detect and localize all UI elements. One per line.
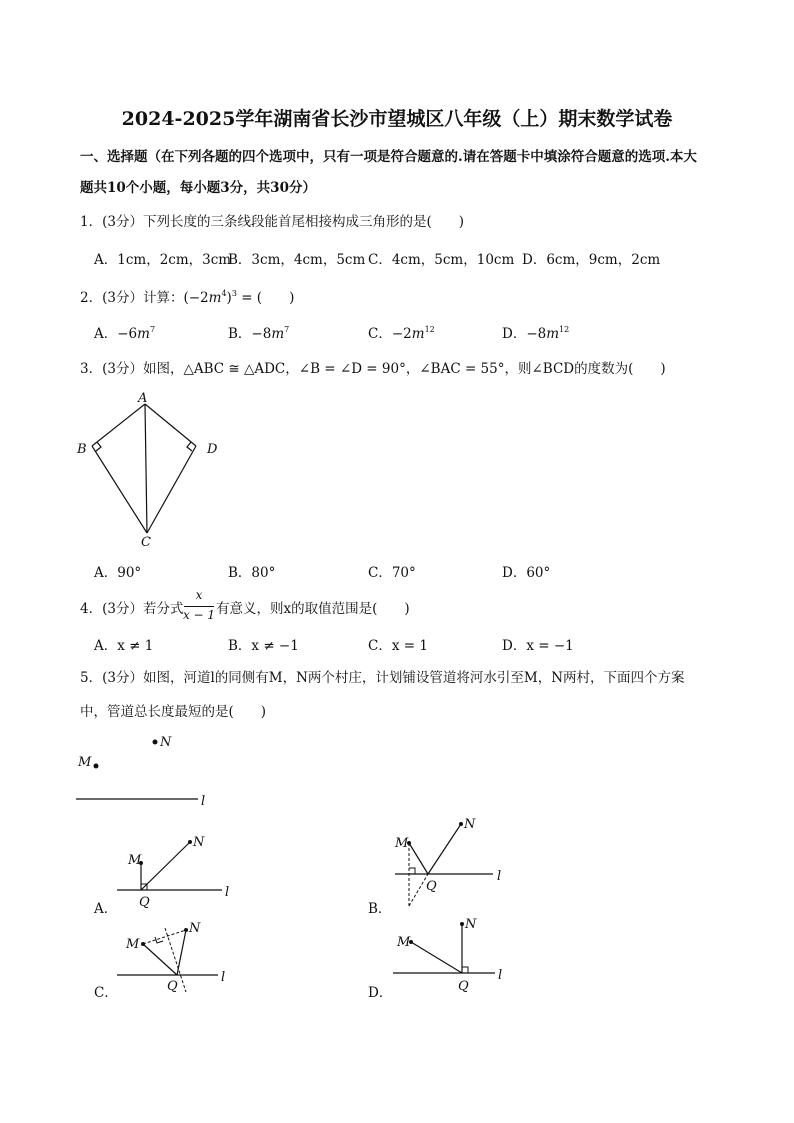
q5-option-b-figure bbox=[394, 817, 501, 906]
q4-denominator: x − 1 bbox=[182, 608, 216, 622]
svg-text:l: l bbox=[498, 968, 503, 983]
question-1-text: 1．(3分）下列长度的三条线段能首尾相接构成三角形的是( ) bbox=[80, 214, 464, 230]
q3-option-b: B．80° bbox=[228, 565, 276, 581]
q4-numerator: x bbox=[195, 588, 203, 602]
q4-suffix: 有意义，则x的取值范围是( ) bbox=[216, 601, 410, 617]
q3-option-c: C．70° bbox=[368, 565, 416, 581]
q2-suffix: = ( ) bbox=[236, 290, 295, 306]
question-5-line1: 5．(3分）如图，河道l的同侧有M，N两个村庄，计划铺设管道将河水引至M，N两村，下面四个方案 bbox=[80, 670, 685, 686]
section-heading-line2: 题共10个小题，每小题3分，共30分） bbox=[80, 180, 316, 196]
q5-option-d-figure bbox=[393, 917, 502, 994]
q5-option-d-label: D． bbox=[368, 985, 393, 1001]
svg-text:l: l bbox=[497, 869, 502, 884]
label-n: N bbox=[160, 735, 172, 750]
q2-var: m bbox=[208, 290, 222, 306]
section-heading-line1: 一、选择题（在下列各题的四个选项中，只有一项是符合题意的.请在答题卡中填涂符合题意的选项.本大 bbox=[80, 149, 697, 165]
q1-option-c: C．4cm，5cm，10cm bbox=[368, 252, 515, 268]
q3-option-d: D．60° bbox=[502, 565, 551, 581]
q4-option-b: B．x ≠ −1 bbox=[228, 638, 299, 654]
q5-option-a-label: A． bbox=[94, 901, 118, 917]
q4-prefix: 4．(3分）若分式 bbox=[80, 601, 184, 617]
question-5-line2: 中，管道总长度最短的是( ) bbox=[80, 704, 267, 720]
question-3-text: 3．(3分）如图，△ABC ≅ △ADC，∠B = ∠D = 90°，∠BAC = 55°，则∠BCD的度数为( ) bbox=[80, 361, 666, 377]
q1-option-d: D．6cm，9cm，2cm bbox=[522, 252, 661, 268]
label-a: A bbox=[138, 391, 148, 406]
point-n bbox=[153, 740, 158, 745]
q2-outer-exponent: 3 bbox=[231, 289, 237, 298]
q2-option-c: C．$-2m^{12}$ bbox=[368, 325, 435, 342]
label-l: l bbox=[201, 794, 206, 809]
q2-close-paren: ) bbox=[226, 290, 232, 306]
q5-main-figure bbox=[76, 735, 205, 809]
svg-text:M: M bbox=[397, 935, 411, 950]
svg-text:N: N bbox=[465, 917, 477, 932]
svg-text:M: M bbox=[395, 836, 409, 851]
q4-option-a: A．x ≠ 1 bbox=[94, 638, 154, 654]
svg-text:Q: Q bbox=[139, 895, 150, 910]
q1-option-b: B．3cm，4cm，5cm bbox=[228, 252, 366, 268]
svg-text:l: l bbox=[225, 885, 230, 900]
q2-inner-exponent: 4 bbox=[221, 289, 227, 298]
q3-option-a: A．90° bbox=[94, 565, 142, 581]
svg-text:M: M bbox=[128, 853, 142, 868]
label-c: C bbox=[141, 535, 151, 550]
label-b: B bbox=[77, 442, 87, 457]
q5-option-c-figure bbox=[117, 921, 225, 994]
q4-option-c: C．x = 1 bbox=[368, 638, 428, 654]
svg-text:M: M bbox=[126, 937, 140, 952]
page-title: 2024-2025学年湖南省长沙市望城区八年级（上）期末数学试卷 bbox=[121, 108, 673, 130]
svg-text:N: N bbox=[464, 817, 476, 832]
svg-text:N: N bbox=[189, 921, 201, 936]
q5-option-b-label: B． bbox=[368, 901, 392, 917]
svg-text:Q: Q bbox=[458, 979, 469, 994]
svg-text:Q: Q bbox=[167, 979, 178, 994]
q2-prefix: 2．(3分）计算：(−2 bbox=[80, 290, 209, 306]
q2-option-b: B．$-8m^7$ bbox=[228, 325, 290, 342]
label-m: M bbox=[78, 755, 92, 770]
q2-option-d: D．$-8m^{12}$ bbox=[502, 325, 570, 342]
label-d: D bbox=[207, 442, 218, 457]
q4-option-d: D．x = −1 bbox=[502, 638, 574, 654]
svg-text:N: N bbox=[193, 835, 205, 850]
point-m bbox=[94, 764, 99, 769]
q5-option-c-label: C． bbox=[94, 985, 118, 1001]
q5-option-a-figure bbox=[117, 835, 229, 910]
svg-text:l: l bbox=[221, 970, 226, 985]
q2-option-a: A．$-6m^7$ bbox=[94, 325, 156, 342]
svg-text:Q: Q bbox=[426, 879, 437, 894]
q1-option-a: A．1cm，2cm，3cm bbox=[94, 252, 232, 268]
